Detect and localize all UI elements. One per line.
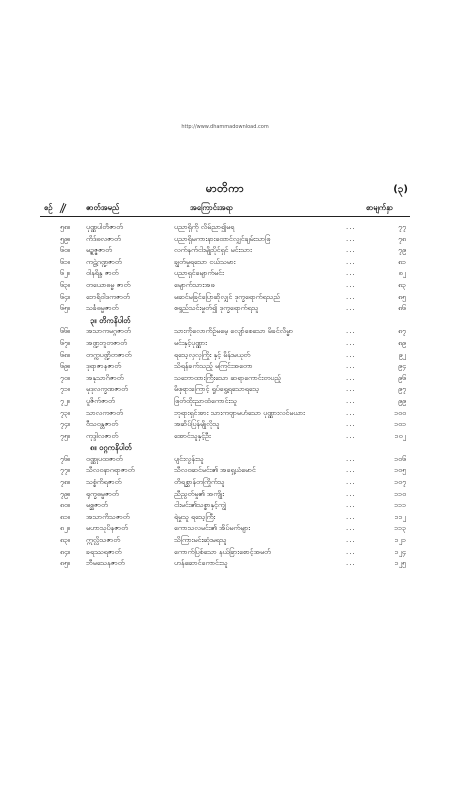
entry-page: ၉၇ xyxy=(398,385,406,394)
table-row xyxy=(40,326,410,338)
entry-name: ခရဿရဇာတ် xyxy=(86,547,122,556)
entry-leader-dots: ... xyxy=(346,547,356,556)
entry-page: ၉၄ xyxy=(398,362,406,371)
entry-page: ၁၁၁ xyxy=(394,501,406,510)
table-row xyxy=(40,268,410,280)
entry-number: ၇၆။ xyxy=(60,454,70,463)
page-title: မာတိကာ xyxy=(205,182,245,195)
section-heading-3 xyxy=(40,442,410,454)
entry-subject: သီလဝဆင်မင်း၏ အရှေ့ယံမောင် xyxy=(174,466,256,475)
entry-subject: ကောသလမင်း၏ အိပ်မက်များ xyxy=(174,524,251,533)
entry-name: အနုသာဂိဇာတ် xyxy=(86,373,124,382)
entry-name: ရုက္ခဓမ္မဇာတ် xyxy=(86,489,119,498)
table-row xyxy=(40,535,410,547)
entry-leader-dots: ... xyxy=(346,327,356,336)
entry-number: ၈၀။ xyxy=(60,501,71,510)
entry-subject: မင်းနှင့်ပုဏ္ဏား xyxy=(174,338,207,347)
header-rule xyxy=(40,216,410,217)
entry-leader-dots: ... xyxy=(346,350,356,359)
table-row xyxy=(40,396,410,408)
entry-number: ၅၉။ xyxy=(60,234,70,243)
table-row xyxy=(40,280,410,292)
entry-leader-dots: ... xyxy=(346,385,356,394)
table-row xyxy=(40,292,410,304)
contents-page xyxy=(40,130,410,650)
table-row xyxy=(40,234,410,246)
entry-subject: မဆင်မခြင်ပြောဆိုလျှင် ဒုက္ခရောက်ရသည် xyxy=(174,292,281,301)
entry-name: ဒုရာဇာနဇာတ် xyxy=(86,362,122,371)
entry-number: ၇၈။ xyxy=(60,478,71,487)
entry-page: ၁၁၀ xyxy=(394,489,406,498)
entry-leader-dots: ... xyxy=(346,431,356,440)
entry-leader-dots: ... xyxy=(346,396,356,405)
entry-leader-dots: ... xyxy=(346,373,356,382)
header-name: ဇာတ်အမည် xyxy=(86,203,120,212)
entry-page: ၈၂ xyxy=(398,269,406,278)
header-subject: အကြောင်းအရာ xyxy=(190,203,234,212)
entry-leader-dots: ... xyxy=(346,408,356,417)
entry-name: ဣလ္လိသဇာတ် xyxy=(86,536,121,545)
table-row xyxy=(40,257,410,269)
contents-table xyxy=(40,222,410,570)
entry-subject: ဟန်ဆောင်ကောင်းသူ xyxy=(174,559,228,568)
entry-number: ၆၂။ xyxy=(60,269,70,278)
entry-page: ၁၂၁ xyxy=(394,536,406,545)
table-row xyxy=(40,419,410,431)
section-3-title: ၈။ ဝဂ္ဂကနိပါတ် xyxy=(90,443,132,453)
entry-leader-dots: ... xyxy=(346,304,356,313)
entry-page: ၇၇ xyxy=(398,223,406,231)
entry-name: ဝီသဝန္တဇာတ် xyxy=(86,420,119,429)
entry-page: ၇၉ xyxy=(398,246,406,255)
entry-name: သီလဝနာဂရာဇာတ် xyxy=(86,466,135,475)
entry-page: ၈၉ xyxy=(398,338,406,347)
table-row xyxy=(40,303,410,315)
table-row xyxy=(40,245,410,257)
entry-subject: မိဖုရားကြောင့် ရှုပ်ရွေ့ရသောရသေ့ xyxy=(174,385,260,394)
entry-leader-dots: ... xyxy=(346,234,356,243)
entry-subject: သိကြားမင်းဆုံးမရသူ xyxy=(174,536,227,545)
table-row xyxy=(40,547,410,559)
entry-name: မဥ္စဇ္ဇဇာတ် xyxy=(86,246,112,255)
table-row xyxy=(40,454,410,466)
header-page: စာမျက်နှာ xyxy=(366,203,394,212)
table-row xyxy=(40,558,410,570)
entry-page: ၇၈ xyxy=(398,234,406,243)
entry-page: ၁၀၅ xyxy=(394,466,406,475)
entry-page: ၈၅ xyxy=(398,292,406,301)
table-row xyxy=(40,523,410,535)
entry-page: ၉၉ xyxy=(398,396,406,405)
entry-number: ၇၂။ xyxy=(60,396,70,405)
header-no: စဥ် xyxy=(44,203,53,212)
entry-name: သင်္ခဓမ္မဇာတ် xyxy=(86,304,119,313)
entry-leader-dots: ... xyxy=(346,420,356,429)
entry-leader-dots: ... xyxy=(346,559,356,568)
entry-page: ၉၂ xyxy=(398,350,406,359)
entry-name: မုဒုလက္ခဏဇာတ် xyxy=(86,385,128,394)
table-row xyxy=(40,408,410,420)
table-row xyxy=(40,465,410,477)
entry-leader-dots: ... xyxy=(346,280,356,289)
table-row xyxy=(40,477,410,489)
entry-name: တယောဓမ္မ ဇာတ် xyxy=(86,280,131,289)
table-row xyxy=(40,384,410,396)
entry-subject: ဘုရားရှင်အား သားကဗျာမဟံသော ပုဏ္ဏားလင်မယား xyxy=(174,408,305,417)
entry-leader-dots: ... xyxy=(346,512,356,521)
entry-leader-dots: ... xyxy=(346,501,356,510)
entry-name: ကိဒ်ဓလဇာတ် xyxy=(86,234,121,243)
table-row xyxy=(40,500,410,512)
entry-number: ၇၇။ xyxy=(60,466,70,475)
section-3-rows xyxy=(40,454,410,570)
entry-name: အသာကိသဇာတ် xyxy=(86,512,130,521)
entry-leader-dots: ... xyxy=(346,524,356,533)
entry-name: ကုဒ္ဒါလဇာတ် xyxy=(86,431,119,440)
entry-number: ၆၃။ xyxy=(60,280,70,289)
entry-name: အဏ္ဍဘူတဇာတ် xyxy=(86,338,127,347)
entry-subject: ပညာရှိမကားနားထောင်လျှင်ချမ်းသာဖြ xyxy=(174,234,271,243)
entry-name: တက္ကပဏ္ဍိတဇာတ် xyxy=(86,350,132,359)
entry-name: ဘေရိဝါဒကဇာတ် xyxy=(86,292,130,301)
entry-subject: အဆိပ်ပြန်မျိုလိုသူ xyxy=(174,420,220,429)
entry-page: ၈၁ xyxy=(398,257,406,266)
entry-leader-dots: ... xyxy=(346,362,356,371)
entry-leader-dots: ... xyxy=(346,478,356,487)
entry-subject: ပျင်းလွန်းသူ xyxy=(174,454,204,463)
entry-subject: ဖြတ်ထိုးညာထံကောင်းသူ xyxy=(174,396,237,405)
entry-number: ၆၇။ xyxy=(60,338,70,347)
entry-page: ၁၂၅ xyxy=(394,559,406,568)
entry-number: ၇၅။ xyxy=(60,431,70,440)
entry-subject: ရသေ့လှလှကြိုး နှင့် မိန်းမယုတ် xyxy=(174,350,251,359)
section-2-title: ၃။ တိကနိပါတ် xyxy=(90,315,131,325)
entry-number: ၇၃။ xyxy=(60,408,70,417)
entry-page: ၁၀၆ xyxy=(394,454,406,463)
entry-subject: တိရစ္ဆာန်တကြိုက်သူ xyxy=(174,478,225,487)
entry-name: ဝဏ္ဏုပထဇာတ် xyxy=(86,454,123,463)
entry-page: ၉၆ xyxy=(398,373,406,382)
entry-leader-dots: ... xyxy=(346,536,356,545)
entry-number: ၆၆။ xyxy=(60,327,70,336)
entry-number: ၈၃။ xyxy=(60,536,71,545)
section-2-rows xyxy=(40,326,410,442)
entry-page: ၁၀၇ xyxy=(394,478,406,487)
entry-leader-dots: ... xyxy=(346,489,356,498)
entry-name: သာလကဇာတ် xyxy=(86,408,123,417)
entry-number: ၆၁။ xyxy=(60,257,70,266)
table-row xyxy=(40,350,410,362)
table-row xyxy=(40,361,410,373)
entry-number: ၇၀။ xyxy=(60,373,70,382)
entry-page: ၈၃ xyxy=(398,280,406,289)
entry-number: ၇၉။ xyxy=(60,489,70,498)
entry-subject: သိရန်ခက်သည့် မကြင်းအတော xyxy=(174,362,253,371)
entry-name: ပုဏ္ဏပါတိဇာတ် xyxy=(86,223,123,231)
table-row xyxy=(40,338,410,350)
entry-page: ၁၁၃ xyxy=(394,524,406,533)
entry-number: ၈၄။ xyxy=(60,547,71,556)
entry-subject: ပညာရှင်မျောက်မင်း xyxy=(174,269,224,278)
entry-leader-dots: ... xyxy=(346,454,356,463)
entry-page: ၁၂၄ xyxy=(394,547,406,556)
entry-subject: သဘောထားကြီးသော ဆရာကောင်းတပည့် xyxy=(174,373,281,382)
entry-name: ကဠဲ့ဂဏ္ဍဇာတ် xyxy=(86,257,122,266)
entry-subject: ရဲမှုသူ ရသေ့ကြီး xyxy=(174,512,216,521)
entry-subject: မျောက်သားအဖ xyxy=(174,280,215,289)
entry-number: ၆၀။ xyxy=(60,246,70,255)
entry-number: ၈၁။ xyxy=(60,512,71,521)
table-header xyxy=(40,203,410,215)
source-url: http://www.dhammadownload.com xyxy=(181,124,269,130)
entry-leader-dots: ... xyxy=(346,269,356,278)
entry-number: ၆၉။ xyxy=(60,362,70,371)
entry-number: ၆၄။ xyxy=(60,292,70,301)
entry-leader-dots: ... xyxy=(346,338,356,347)
entry-subject: ငါးမင်း၏သစ္စာနှင့်ကျွဲ xyxy=(174,501,226,510)
entry-number: ၈၅။ xyxy=(60,559,71,568)
entry-page: ၁၀၀ xyxy=(394,408,406,417)
entry-subject: လက်နက်ငါးမျိုးပိုင်ရှင် မင်းသား xyxy=(174,246,252,255)
entry-name: မဟာသုပိနဇာတ် xyxy=(86,524,128,533)
entry-subject: ညီညွတ်မှု၏ အကျိုး xyxy=(174,489,224,498)
entry-page: ၁၁၂ xyxy=(394,512,406,521)
entry-page: ၈၆ xyxy=(398,304,406,313)
entry-page: ၁၀၁ xyxy=(394,420,406,429)
entry-name: အသာကမဂ္ဂဇာတ် xyxy=(86,327,131,336)
entry-name: ဝါနရိန္ဒ ဇာတ် xyxy=(86,269,119,278)
section-1-rows xyxy=(40,222,410,315)
entry-subject: ပညာရှိကို လိမ်ညာ၍မရ xyxy=(174,223,235,231)
table-row xyxy=(40,512,410,524)
table-row xyxy=(40,222,410,234)
entry-subject: ကောက်ပြစ်သော နယ်ခြားစောင့်အမတ် xyxy=(174,547,271,556)
entry-leader-dots: ... xyxy=(346,466,356,475)
table-row xyxy=(40,373,410,385)
entry-subject: အောင်သူနှင့်ဦး xyxy=(174,431,211,440)
entry-number: ၆၅။ xyxy=(60,304,70,313)
entry-leader-dots: ... xyxy=(346,292,356,301)
page-number: (၃) xyxy=(393,184,408,195)
entry-name: ပူဇိက်ဇာတ် xyxy=(86,396,115,405)
table-row xyxy=(40,489,410,501)
entry-name: ဘီမသေနဇာတ် xyxy=(86,559,125,568)
entry-subject: သားကိုလောကိဉ်မမေ့ လျော်စေသော မိခင်လိမ္မာ xyxy=(174,327,294,336)
entry-subject: စရှည်သင်းမှုတ်၍ ဒုက္ခရောက်ရသူ xyxy=(174,304,259,313)
entry-page: ၈၇ xyxy=(398,327,406,336)
entry-number: ၇၄။ xyxy=(60,420,70,429)
entry-leader-dots: ... xyxy=(346,257,356,266)
section-heading-2 xyxy=(40,315,410,327)
table-row xyxy=(40,431,410,443)
entry-number: ၇၁။ xyxy=(60,385,70,394)
entry-name: သစ္စံကိရဇာတ် xyxy=(86,478,122,487)
entry-name: မစ္ဆဇာတ် xyxy=(86,501,108,510)
entry-leader-dots: ... xyxy=(346,246,356,255)
entry-number: ၅၈။ xyxy=(60,223,71,231)
entry-page: ၁၀၂ xyxy=(394,431,406,440)
entry-subject: ချွတ်မှုရသော ငယ်သမား xyxy=(174,257,236,266)
entry-number: ၆၈။ xyxy=(60,350,71,359)
entry-leader-dots: ... xyxy=(346,223,356,231)
entry-number: ၈၂။ xyxy=(60,524,70,533)
